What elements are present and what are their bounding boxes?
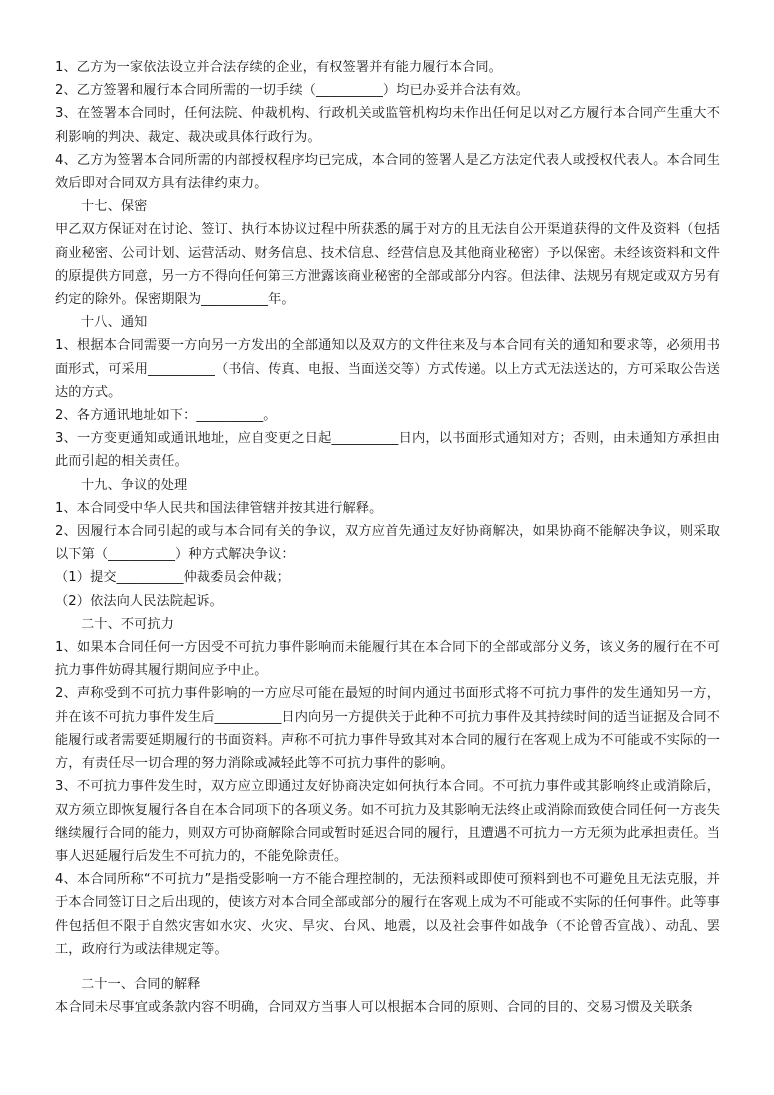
paragraph: 2、各方通讯地址如下：__________。 (55, 408, 277, 424)
paragraph: 2、乙方签署和履行本合同所需的一切手续（__________）均已办妥并合法有效。 (55, 83, 530, 99)
paragraph: 1、乙方为一家依法设立并合法存续的企业，有权签署并有能力履行本合同。 (55, 60, 502, 75)
paragraph: 本合同未尽事宜或条款内容不明确，合同双方当事人可以根据本合同的原则、合同的目的、交易习惯及关联条 (55, 1000, 693, 1016)
section-heading: 二十一、合同的解释 (81, 976, 201, 992)
paragraph: 2、声称受到不可抗力事件影响的一方应尽可能在最短的时间内通过书面形式将不可抗力事件的发生通知另一方，并在该不可抗力事件发生后__________日内向另一方提供关于此种不可抗力事件及其持续时间的适当证据及合同不能履行或者需要延期履行的书面资料。声称不可抗力事件导致其对本合同的履行在客观上成为不可能或不实际的一方，有责任尽一切合理的努力消除或减轻此等不可抗力事件的影响。 (55, 686, 720, 772)
section-heading: 十九、争议的处理 (81, 477, 188, 493)
paragraph: 4、乙方为签署本合同所需的内部授权程序均已完成，本合同的签署人是乙方法定代表人或授权代表人。本合同生效后即对合同双方具有法律约束力。 (55, 152, 720, 192)
paragraph: 3、不可抗力事件发生时，双方应立即通过友好协商决定如何执行本合同。不可抗力事件或其影响终止或消除后，双方须立即恢复履行各自在本合同项下的各项义务。如不可抗力及其影响无法终止或消除而致使合同任何一方丧失继续履行合同的能力，则双方可协商解除合同或暂时延迟合同的履行，且遭遇不可抗力一方无须为此承担责任。当事人迟延履行后发生不可抗力的，不能免除责任。 (55, 779, 720, 864)
paragraph: 1、如果本合同任何一方因受不可抗力事件影响而未能履行其在本合同下的全部或部分义务，该义务的履行在不可抗力事件妨碍其履行期间应予中止。 (55, 640, 720, 679)
paragraph: 1、根据本合同需要一方向另一方发出的全部通知以及双方的文件往来及与本合同有关的通知和要求等，必须用书面形式，可采用__________（书信、传真、电报、当面送交等）方式传递。以上方式无法送达的，方可采取公告送达的方式。 (55, 338, 720, 400)
document-page (55, 56, 720, 1019)
paragraph: 3、一方变更通知或通讯地址，应自变更之日起__________日内，以书面形式通知对方；否则，由未通知方承担由此而引起的相关责任。 (55, 431, 720, 470)
paragraph: 甲乙双方保证对在讨论、签订、执行本协议过程中所获悉的属于对方的且无法自公开渠道获得的文件及资料（包括商业秘密、公司计划、运营活动、财务信息、技术信息、经营信息及其他商业秘密）予以保密。未经该资料和文件的原提供方同意，另一方不得向任何第三方泄露该商业秘密的全部或部分内容。但法律、法规另有规定或双方另有约定的除外。保密期限为__________年。 (55, 222, 720, 308)
section-heading: 十七、保密 (81, 199, 148, 215)
paragraph: 4、本合同所称“不可抗力”是指受影响一方不能合理控制的，无法预料或即使可预料到也不可避免且无法克服，并于本合同签订日之后出现的，使该方对本合同全部或部分的履行在客观上成为不可能或不实际的任何事件。此等事件包括但不限于自然灾害如水灾、火灾、旱灾、台风、地震，以及社会事件如战争（不论曾否宣战）、动乱、罢工，政府行为或法律规定等。 (55, 872, 720, 957)
paragraph: （1）提交__________仲裁委员会仲裁； (55, 570, 290, 586)
paragraph: （2）依法向人民法院起诉。 (55, 593, 223, 609)
paragraph: 1、本合同受中华人民共和国法律管辖并按其进行解释。 (55, 500, 383, 516)
paragraph-gap (55, 961, 720, 973)
section-heading: 十八、通知 (81, 315, 148, 331)
section-heading: 二十、不可抗力 (81, 616, 175, 632)
paragraph: 3、在签署本合同时，任何法院、仲裁机构、行政机关或监管机构均未作出任何足以对乙方履行本合同产生重大不利影响的判决、裁定、裁决或具体行政行为。 (55, 106, 720, 145)
paragraph: 2、因履行本合同引起的或与本合同有关的争议，双方应首先通过友好协商解决，如果协商不能解决争议，则采取以下第（__________）种方式解决争议： (55, 524, 720, 563)
